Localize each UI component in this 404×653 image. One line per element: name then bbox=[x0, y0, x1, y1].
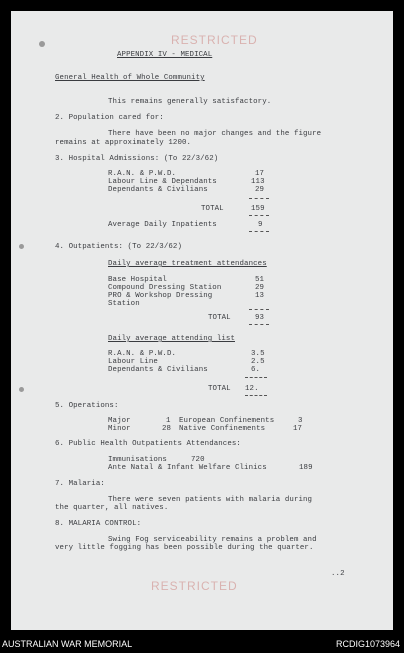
section-1-text: This remains generally satisfactory. bbox=[108, 98, 272, 106]
sum-rule bbox=[249, 198, 269, 199]
s4-total-1-value: 93 bbox=[255, 314, 265, 322]
archive-footer bbox=[0, 632, 404, 653]
section-7-heading: 7. Malaria: bbox=[55, 480, 105, 488]
s4-row-value: 29 bbox=[255, 284, 265, 292]
section-5-heading: 5. Operations: bbox=[55, 402, 119, 410]
s3-avg-label: Average Daily Inpatients bbox=[108, 221, 217, 229]
s4-total-2-value: 12. bbox=[245, 385, 259, 393]
footer-source: AUSTRALIAN WAR MEMORIAL bbox=[2, 639, 133, 649]
s4-row2-value: 2.5 bbox=[251, 358, 265, 366]
s4-subheading-2: Daily average attending list bbox=[108, 335, 235, 343]
s6-row-label: Immunisations bbox=[108, 456, 167, 464]
section-2-line-1: There have been no major changes and the figure bbox=[108, 130, 322, 138]
s3-row-label: Labour Line & Dependants bbox=[108, 178, 217, 186]
total-rule bbox=[249, 324, 269, 325]
s5-row-a-value: 28 bbox=[162, 425, 172, 433]
total-rule bbox=[245, 395, 267, 396]
s5-row-b-label: Native Confinements bbox=[179, 425, 266, 433]
document-page bbox=[11, 11, 393, 630]
s5-row-b-value: 3 bbox=[298, 417, 303, 425]
sum-rule bbox=[249, 309, 269, 310]
s4-row-label: Station bbox=[108, 300, 140, 308]
s6-row-value: 189 bbox=[299, 464, 313, 472]
s3-avg-value: 9 bbox=[258, 221, 263, 229]
page-continuation: ..2 bbox=[331, 570, 345, 578]
s3-row-label: Dependants & Civilians bbox=[108, 186, 208, 194]
s5-row-b-value: 17 bbox=[293, 425, 303, 433]
section-8-line-1: Swing Fog serviceability remains a problem and bbox=[108, 536, 317, 544]
s4-total-2-label: TOTAL bbox=[208, 385, 231, 393]
total-rule bbox=[249, 215, 269, 216]
s4-row-label: Base Hospital bbox=[108, 276, 167, 284]
sum-rule bbox=[245, 377, 267, 378]
punch-hole bbox=[19, 244, 24, 249]
document-title: APPENDIX IV - MEDICAL bbox=[117, 51, 213, 59]
section-1-heading: General Health of Whole Community bbox=[55, 74, 205, 82]
section-6-heading: 6. Public Health Outpatients Attendances: bbox=[55, 440, 241, 448]
punch-hole bbox=[19, 387, 24, 392]
section-2-line-2: remains at approximately 1200. bbox=[55, 139, 192, 147]
punch-hole bbox=[39, 41, 45, 47]
s4-row2-label: Labour Line bbox=[108, 358, 158, 366]
section-3-heading: 3. Hospital Admissions: (To 22/3/62) bbox=[55, 155, 219, 163]
s3-row-value: 113 bbox=[251, 178, 265, 186]
s3-row-label: R.A.N. & P.W.D. bbox=[108, 170, 177, 178]
s5-row-b-label: European Confinements bbox=[179, 417, 275, 425]
s3-row-value: 29 bbox=[255, 186, 265, 194]
s3-total-label: TOTAL bbox=[201, 205, 224, 213]
s3-total-value: 159 bbox=[251, 205, 265, 213]
footer-record-id: RCDIG1073964 bbox=[335, 639, 400, 649]
s6-row-label: Ante Natal & Infant Welfare Clinics bbox=[108, 464, 267, 472]
s4-row-value: 13 bbox=[255, 292, 265, 300]
s4-total-1-label: TOTAL bbox=[208, 314, 231, 322]
s5-row-a-label: Minor bbox=[108, 425, 131, 433]
s4-row-value: 51 bbox=[255, 276, 265, 284]
s5-row-a-label: Major bbox=[108, 417, 131, 425]
s4-row2-label: R.A.N. & P.W.D. bbox=[108, 350, 177, 358]
section-4-heading: 4. Outpatients: (To 22/3/62) bbox=[55, 243, 182, 251]
restricted-stamp-bottom: RESTRICTED bbox=[151, 579, 238, 593]
section-2-heading: 2. Population cared for: bbox=[55, 114, 164, 122]
s6-row-value: 720 bbox=[191, 456, 205, 464]
s4-row-label: PRO & Workshop Dressing bbox=[108, 292, 213, 300]
s4-row2-value: 3.5 bbox=[251, 350, 265, 358]
restricted-stamp-top: RESTRICTED bbox=[171, 33, 258, 47]
section-8-line-2: very little fogging has been possible during the quarter. bbox=[55, 544, 314, 552]
section-7-line-2: the quarter, all natives. bbox=[55, 504, 169, 512]
s4-subheading-1: Daily average treatment attendances bbox=[108, 260, 267, 268]
avg-rule bbox=[249, 231, 269, 232]
s4-row2-label: Dependants & Civilians bbox=[108, 366, 208, 374]
section-8-heading: 8. MALARIA CONTROL: bbox=[55, 520, 142, 528]
s4-row-label: Compound Dressing Station bbox=[108, 284, 222, 292]
section-7-line-1: There were seven patients with malaria during bbox=[108, 496, 313, 504]
s4-row2-value: 6. bbox=[251, 366, 261, 374]
s3-row-value: 17 bbox=[255, 170, 265, 178]
s5-row-a-value: 1 bbox=[166, 417, 171, 425]
